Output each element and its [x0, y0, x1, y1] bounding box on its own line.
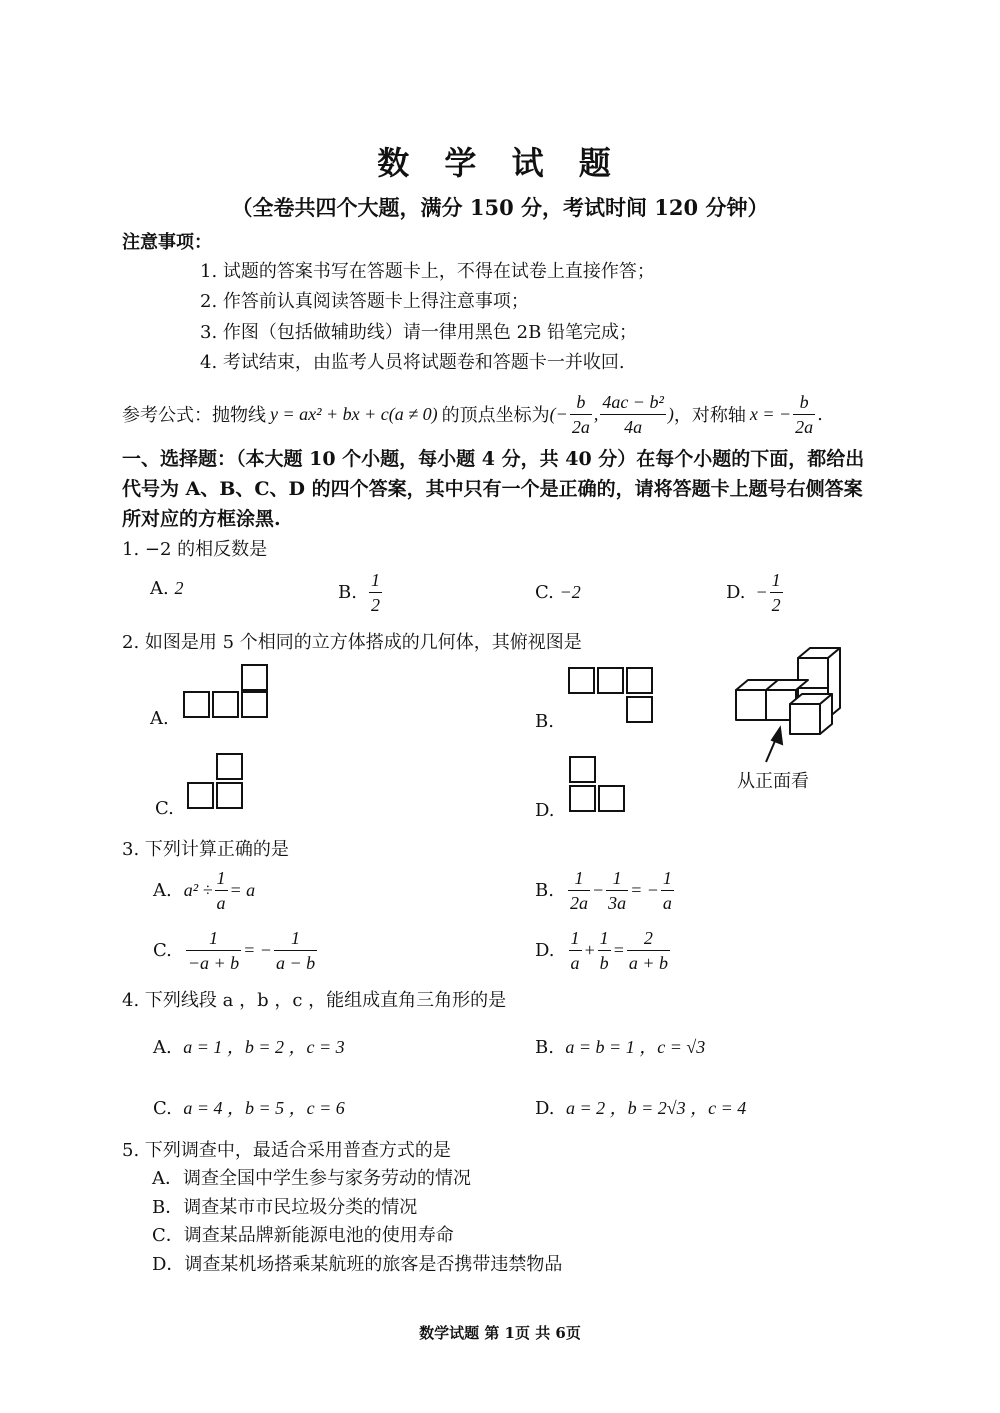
square [241, 664, 268, 691]
square [568, 667, 595, 694]
q3-option-b [535, 866, 676, 915]
fraction-num: 1 [599, 928, 609, 948]
fraction-num: 4ac − b² [602, 391, 664, 412]
option-label: D. [726, 582, 746, 603]
option-value: a = 2 ，b = 2√3 ，c = 4 [565, 1098, 747, 1118]
cube-face [790, 704, 820, 734]
question-5-stem: 5. 下列调查中，最适合采用普查方式的是 [122, 1140, 451, 1161]
formula-equation: y = ax² + bx + c(a ≠ 0) [270, 403, 438, 424]
q4-option-a [153, 1033, 345, 1059]
fraction-den: 3a [606, 890, 628, 915]
fraction-vertex-x [570, 390, 592, 439]
question-4-stem: 4. 下列线段 a ，b ，c ，能组成直角三角形的是 [122, 990, 507, 1011]
option-sign: − [755, 582, 768, 602]
q3-option-c [153, 926, 319, 975]
option-label: C. [153, 940, 172, 961]
formula-close: ) [667, 403, 674, 424]
fraction-num: 1 [612, 868, 622, 888]
math-text: a² ÷ [183, 880, 213, 900]
q3-option-d [535, 926, 672, 975]
option-label: B. [338, 582, 357, 603]
fraction-num: 1 [662, 868, 672, 888]
fraction [627, 926, 670, 975]
math-text: = − [243, 940, 272, 960]
fraction-num: 1 [771, 570, 781, 590]
formula-prefix: 参考公式：抛物线 [122, 405, 266, 426]
square [626, 667, 653, 694]
option-label: D. [535, 1098, 555, 1119]
fraction-den: −a + b [186, 950, 241, 975]
square [626, 696, 653, 723]
fraction-num: b [576, 391, 586, 412]
option-label: A. [153, 1037, 172, 1058]
fraction-den: a [569, 950, 582, 975]
q2-option-c-label: C. [155, 798, 174, 819]
option-value: a = 4 ，b = 5 ，c = 6 [183, 1098, 345, 1118]
square [212, 691, 239, 718]
fraction-den: 4a [600, 414, 666, 439]
square [569, 785, 596, 812]
note-item-4: 4. 考试结束，由监考人员将试题卷和答题卡一并收回. [200, 352, 625, 373]
fraction-axis [793, 390, 815, 439]
q5-option-d: D．调查某机场搭乘某航班的旅客是否携带违禁物品 [152, 1254, 563, 1275]
page-footer: 数学试题 第 1页 共 6页 [419, 1324, 581, 1342]
q2-option-b-label: B. [535, 711, 554, 732]
q4-option-b [535, 1033, 705, 1059]
option-label: C. [153, 1098, 172, 1119]
fraction [186, 926, 241, 975]
section-1-line-3: 所对应的方框涂黑. [122, 508, 281, 530]
fraction-den: 2a [793, 414, 815, 439]
fraction-den: a + b [627, 950, 670, 975]
fraction-num: 1 [570, 928, 580, 948]
option-label: A. [153, 880, 172, 901]
q5-option-b: B．调查某市市民垃圾分类的情况 [152, 1197, 418, 1218]
option-label: B. [535, 880, 554, 901]
cube-figure [730, 644, 850, 770]
square [569, 756, 596, 783]
fraction-num: b [799, 391, 809, 412]
section-1-line-1: 一、选择题：（本大题 10 个小题，每小题 4 分，共 40 分）在每个小题的下面，都给出 [122, 448, 865, 470]
formula-open: (− [549, 403, 568, 424]
option-value: a = 1 ，b = 2 ，c = 3 [183, 1037, 345, 1057]
question-1-stem: 1. −2 的相反数是 [122, 539, 268, 560]
option-value: 2 [174, 578, 184, 598]
view-arrow-head [772, 728, 782, 744]
q1-option-c [535, 582, 581, 603]
q3-option-a [153, 866, 255, 915]
math-text: = a [229, 880, 256, 900]
fraction-den: 2a [568, 890, 590, 915]
front-view-label: 从正面看 [737, 771, 809, 792]
fraction-num: 1 [209, 928, 218, 948]
fraction-num: 1 [370, 570, 380, 590]
page-subtitle: （全卷共四个大题，满分 150 分，考试时间 120 分钟） [231, 195, 769, 220]
option-label: A. [150, 578, 169, 599]
q1-option-b [338, 568, 384, 617]
fraction-num: 1 [574, 868, 584, 888]
option-label: D. [535, 940, 555, 961]
fraction-num: 1 [216, 868, 226, 888]
fraction-den: a [661, 890, 674, 915]
q1-option-a [150, 578, 183, 599]
square [216, 753, 243, 780]
formula-comma: , [593, 403, 599, 424]
notes-heading: 注意事项： [122, 232, 212, 253]
fraction-vertex-y [600, 390, 666, 439]
fraction [569, 926, 582, 975]
q5-option-a: A．调查全国中学生参与家务劳动的情况 [152, 1168, 471, 1189]
formula-end: . [817, 403, 823, 425]
note-item-3: 3. 作图（包括做辅助线）请一律用黑色 2B 铅笔完成； [200, 322, 638, 343]
fraction-den: a [215, 890, 228, 915]
formula-axis-text: ，对称轴 [673, 405, 746, 426]
note-item-2: 2. 作答前认真阅读答题卡上得注意事项； [200, 291, 529, 312]
fraction [274, 926, 317, 975]
fraction [215, 866, 228, 915]
formula-middle: 的顶点坐标为 [441, 405, 550, 426]
reference-formula [122, 387, 823, 441]
square [597, 667, 624, 694]
square [187, 782, 214, 809]
q5-option-c: C．调查某品牌新能源电池的使用寿命 [152, 1225, 454, 1246]
q2-option-a-label: A. [150, 708, 169, 729]
square [598, 785, 625, 812]
math-text: = [612, 940, 625, 960]
fraction-den: 2a [570, 414, 592, 439]
cube-face [736, 690, 766, 720]
square [216, 782, 243, 809]
formula-axis-eq: x = − [749, 403, 792, 424]
fraction-den: 2 [369, 592, 382, 617]
fraction [369, 568, 382, 617]
q4-option-c [153, 1094, 345, 1120]
square [183, 691, 210, 718]
square [241, 691, 268, 718]
section-1-line-2: 代号为 A、B、C、D 的四个答案，其中只有一个是正确的，请将答题卡上题号右侧答案 [122, 478, 863, 500]
fraction-num: 2 [643, 928, 653, 948]
math-text: = − [630, 880, 659, 900]
q1-option-d [726, 568, 785, 617]
option-label: B. [535, 1037, 554, 1058]
q2-option-d-label: D. [535, 800, 555, 821]
fraction-den: b [598, 950, 611, 975]
option-label: C. [535, 582, 554, 603]
option-value: −2 [559, 582, 581, 602]
math-text: + [583, 940, 596, 960]
fraction [661, 866, 674, 915]
fraction [606, 866, 628, 915]
q4-option-d [535, 1094, 746, 1120]
fraction [598, 926, 611, 975]
fraction [568, 866, 590, 915]
question-3-stem: 3. 下列计算正确的是 [122, 839, 289, 860]
fraction-den: 2 [770, 592, 783, 617]
page-title: 数 学 试 题 [377, 144, 623, 182]
fraction [770, 568, 783, 617]
note-item-1: 1. 试题的答案书写在答题卡上，不得在试卷上直接作答； [200, 261, 655, 282]
fraction-num: 1 [291, 928, 301, 948]
question-2-stem: 2. 如图是用 5 个相同的立方体搭成的几何体，其俯视图是 [122, 632, 582, 653]
fraction-den: a − b [274, 950, 317, 975]
math-text: − [591, 880, 605, 900]
option-value: a = b = 1 ，c = √3 [565, 1037, 706, 1057]
